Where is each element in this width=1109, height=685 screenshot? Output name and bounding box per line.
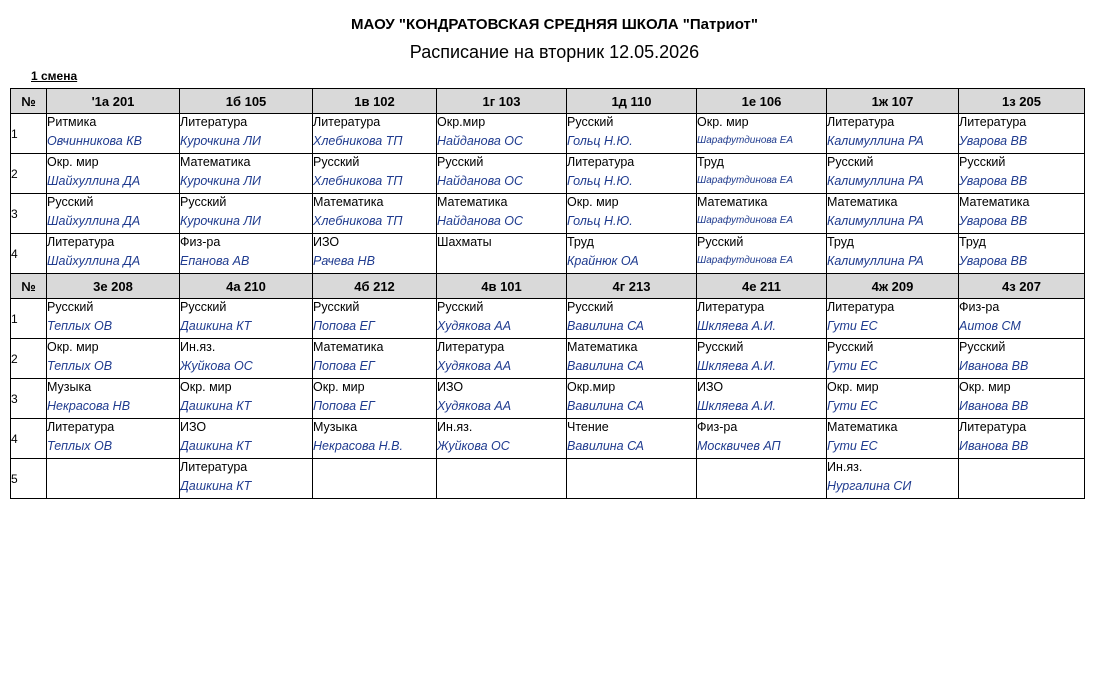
subject-name: ИЗО: [313, 235, 340, 249]
teacher-name: Гути ЕС: [827, 359, 878, 373]
subject-name: Математика: [697, 195, 768, 209]
lesson-cell: [567, 154, 697, 194]
subject-name: Литература: [567, 155, 635, 169]
teacher-name: Шарафутдинова ЕА: [697, 215, 794, 226]
school-name: МАОУ "КОНДРАТОВСКАЯ СРЕДНЯЯ ШКОЛА "Патриот": [351, 16, 758, 33]
teacher-name: Хлебникова ТП: [313, 214, 403, 228]
subject-name: ИЗО: [697, 380, 724, 394]
subject-name: Русский: [959, 340, 1006, 354]
lesson-cell: [827, 194, 959, 234]
lesson-cell: [827, 459, 959, 499]
lesson-number-header: №: [11, 274, 47, 299]
lesson-cell: [437, 299, 567, 339]
subject-name: Окр. мир: [567, 195, 619, 209]
teacher-name: Аитов СМ: [959, 319, 1021, 333]
subject-name: Русский: [313, 155, 360, 169]
teacher-name: Нургалина СИ: [827, 479, 912, 493]
subject-name: ИЗО: [437, 380, 464, 394]
subject-name: Окр.мир: [437, 115, 486, 129]
subject-name: Окр. мир: [180, 380, 232, 394]
subject-name: Русский: [180, 195, 227, 209]
teacher-name: Курочкина ЛИ: [180, 134, 261, 148]
subject-name: Математика: [313, 340, 384, 354]
lesson-cell: [313, 419, 437, 459]
lesson-cell: [827, 339, 959, 379]
lesson-cell: [313, 154, 437, 194]
subject-name: Математика: [313, 195, 384, 209]
lesson-cell: [180, 339, 313, 379]
teacher-name: Уварова ВВ: [959, 134, 1028, 148]
subject-name: Литература: [827, 300, 895, 314]
lesson-cell: [437, 234, 567, 274]
class-header: 1з 205: [959, 89, 1085, 114]
class-header: 1б 105: [180, 89, 313, 114]
subject-name: Русский: [827, 155, 874, 169]
lesson-cell: [959, 114, 1085, 154]
subject-name: Математика: [180, 155, 251, 169]
subject-name: Труд: [567, 235, 594, 249]
teacher-name: Худякова АА: [437, 399, 512, 413]
teacher-name: Гольц Н.Ю.: [567, 214, 633, 228]
lesson-cell: [313, 459, 437, 499]
subject-name: Русский: [437, 155, 484, 169]
lesson-cell: [567, 299, 697, 339]
teacher-name: Найданова ОС: [437, 134, 524, 148]
lesson-cell: [180, 459, 313, 499]
class-header: 4ж 209: [827, 274, 959, 299]
teacher-name: Епанова АВ: [180, 254, 250, 268]
teacher-name: Овчинникова КВ: [47, 134, 142, 148]
class-header: 4б 212: [313, 274, 437, 299]
subject-name: Русский: [697, 340, 744, 354]
lesson-cell: [47, 419, 180, 459]
subject-name: Труд: [827, 235, 854, 249]
lesson-number: 1: [11, 299, 47, 339]
subject-name: Музыка: [47, 380, 92, 394]
lesson-cell: [827, 299, 959, 339]
subject-name: ИЗО: [180, 420, 207, 434]
lesson-cell: [959, 234, 1085, 274]
lesson-cell: [959, 194, 1085, 234]
teacher-name: Найданова ОС: [437, 174, 524, 188]
teacher-name: Теплых ОВ: [47, 439, 113, 453]
lesson-cell: [437, 194, 567, 234]
subject-name: Труд: [959, 235, 986, 249]
teacher-name: Гути ЕС: [827, 399, 878, 413]
schedule-title: Расписание на вторник 12.05.2026: [409, 42, 700, 62]
lesson-cell: [567, 419, 697, 459]
lesson-row: [11, 114, 1085, 154]
subject-name: Русский: [47, 195, 94, 209]
lesson-cell: [313, 234, 437, 274]
subject-name: Ритмика: [47, 115, 97, 129]
teacher-name: Дашкина КТ: [180, 399, 252, 413]
subject-name: Русский: [180, 300, 227, 314]
class-header: '1а 201: [47, 89, 180, 114]
subject-name: Окр. мир: [47, 340, 99, 354]
teacher-name: Москвичев АП: [697, 439, 781, 453]
teacher-name: Попова ЕГ: [313, 399, 375, 413]
lesson-cell: [437, 154, 567, 194]
subject-name: Окр. мир: [313, 380, 365, 394]
class-header: 4а 210: [180, 274, 313, 299]
lesson-number: 3: [11, 194, 47, 234]
subject-name: Литература: [959, 420, 1027, 434]
subject-name: Физ-ра: [697, 420, 738, 434]
subject-name: Ин.яз.: [437, 420, 473, 434]
lesson-cell: [180, 154, 313, 194]
schedule-table: [10, 88, 1085, 499]
subject-name: Окр.мир: [567, 380, 616, 394]
class-header: 4е 211: [697, 274, 827, 299]
subject-name: Музыка: [313, 420, 358, 434]
subject-name: Литература: [313, 115, 381, 129]
subject-name: Труд: [697, 155, 724, 169]
subject-name: Литература: [437, 340, 505, 354]
subject-name: Литература: [180, 460, 248, 474]
lesson-number: 1: [11, 114, 47, 154]
teacher-name: Шайхуллина ДА: [47, 174, 141, 188]
teacher-name: Вавилина СА: [567, 399, 645, 413]
teacher-name: Вавилина СА: [567, 359, 645, 373]
lesson-row: [11, 154, 1085, 194]
teacher-name: Иванова ВВ: [959, 399, 1029, 413]
teacher-name: Вавилина СА: [567, 319, 645, 333]
lesson-row: [11, 299, 1085, 339]
lesson-row: [11, 379, 1085, 419]
teacher-name: Дашкина КТ: [180, 439, 252, 453]
lesson-cell: [827, 114, 959, 154]
lesson-cell: [313, 114, 437, 154]
lesson-cell: [959, 379, 1085, 419]
lesson-cell: [827, 379, 959, 419]
class-header: 1ж 107: [827, 89, 959, 114]
lesson-cell: [180, 379, 313, 419]
teacher-name: Жуйкова ОС: [180, 359, 253, 373]
lesson-cell: [437, 379, 567, 419]
subject-name: Физ-ра: [959, 300, 1000, 314]
teacher-name: Шарафутдинова ЕА: [697, 255, 794, 266]
lesson-cell: [959, 459, 1085, 499]
shift-label: 1 смена: [31, 69, 78, 83]
lesson-cell: [437, 339, 567, 379]
class-header: 1г 103: [437, 89, 567, 114]
class-header: 4з 207: [959, 274, 1085, 299]
subject-name: Окр. мир: [47, 155, 99, 169]
subject-name: Русский: [313, 300, 360, 314]
lesson-cell: [567, 234, 697, 274]
lesson-cell: [697, 114, 827, 154]
teacher-name: Вавилина СА: [567, 439, 645, 453]
lesson-cell: [567, 339, 697, 379]
teacher-name: Иванова ВВ: [959, 439, 1029, 453]
class-header-row: [11, 89, 1085, 114]
teacher-name: Шарафутдинова ЕА: [697, 175, 794, 186]
lesson-cell: [180, 194, 313, 234]
lesson-cell: [180, 299, 313, 339]
lesson-cell: [180, 419, 313, 459]
teacher-name: Худякова АА: [437, 319, 512, 333]
teacher-name: Крайнюк ОА: [567, 254, 639, 268]
lesson-number: 2: [11, 339, 47, 379]
subject-name: Чтение: [567, 420, 609, 434]
subject-name: Литература: [959, 115, 1027, 129]
teacher-name: Гольц Н.Ю.: [567, 134, 633, 148]
lesson-cell: [697, 299, 827, 339]
subject-name: Окр. мир: [697, 115, 749, 129]
lesson-number: 5: [11, 459, 47, 499]
teacher-name: Рачева НВ: [313, 254, 375, 268]
teacher-name: Калимуллина РА: [827, 214, 924, 228]
class-header: 3е 208: [47, 274, 180, 299]
subject-name: Окр. мир: [827, 380, 879, 394]
lesson-cell: [567, 114, 697, 154]
lesson-cell: [567, 459, 697, 499]
teacher-name: Уварова ВВ: [959, 214, 1028, 228]
teacher-name: Худякова АА: [437, 359, 512, 373]
subject-name: Математика: [959, 195, 1030, 209]
teacher-name: Гольц Н.Ю.: [567, 174, 633, 188]
lesson-cell: [827, 234, 959, 274]
teacher-name: Теплых ОВ: [47, 319, 113, 333]
lesson-cell: [180, 114, 313, 154]
lesson-cell: [313, 299, 437, 339]
lesson-cell: [180, 234, 313, 274]
lesson-row: [11, 419, 1085, 459]
subject-name: Ин.яз.: [827, 460, 863, 474]
lesson-cell: [827, 154, 959, 194]
lesson-cell: [959, 339, 1085, 379]
lesson-cell: [697, 154, 827, 194]
teacher-name: Шкляева А.И.: [697, 399, 776, 413]
lesson-cell: [959, 299, 1085, 339]
lesson-cell: [437, 459, 567, 499]
lesson-cell: [697, 234, 827, 274]
subject-name: Математика: [437, 195, 508, 209]
teacher-name: Дашкина КТ: [180, 319, 252, 333]
subject-name: Литература: [47, 235, 115, 249]
subject-name: Русский: [959, 155, 1006, 169]
lesson-cell: [827, 419, 959, 459]
class-header-row: [11, 274, 1085, 299]
lesson-cell: [437, 114, 567, 154]
teacher-name: Шкляева А.И.: [697, 319, 776, 333]
teacher-name: Хлебникова ТП: [313, 134, 403, 148]
teacher-name: Теплых ОВ: [47, 359, 113, 373]
lesson-cell: [47, 234, 180, 274]
subject-name: Русский: [437, 300, 484, 314]
teacher-name: Калимуллина РА: [827, 254, 924, 268]
teacher-name: Калимуллина РА: [827, 134, 924, 148]
teacher-name: Гути ЕС: [827, 439, 878, 453]
lesson-cell: [437, 419, 567, 459]
lesson-cell: [959, 154, 1085, 194]
lesson-cell: [959, 419, 1085, 459]
subject-name: Математика: [827, 195, 898, 209]
teacher-name: Курочкина ЛИ: [180, 174, 261, 188]
teacher-name: Найданова ОС: [437, 214, 524, 228]
lesson-cell: [697, 459, 827, 499]
teacher-name: Уварова ВВ: [959, 174, 1028, 188]
lesson-cell: [697, 339, 827, 379]
lesson-cell: [47, 459, 180, 499]
lesson-cell: [567, 194, 697, 234]
subject-name: Шахматы: [437, 235, 492, 249]
lesson-cell: [47, 114, 180, 154]
teacher-name: Попова ЕГ: [313, 319, 375, 333]
lesson-cell: [47, 379, 180, 419]
lesson-number: 4: [11, 234, 47, 274]
teacher-name: Некрасова НВ: [47, 399, 131, 413]
subject-name: Ин.яз.: [180, 340, 216, 354]
lesson-row: [11, 459, 1085, 499]
lesson-row: [11, 339, 1085, 379]
class-header: 1е 106: [697, 89, 827, 114]
subject-name: Русский: [567, 300, 614, 314]
teacher-name: Жуйкова ОС: [437, 439, 510, 453]
teacher-name: Хлебникова ТП: [313, 174, 403, 188]
class-header: 1в 102: [313, 89, 437, 114]
lesson-cell: [313, 194, 437, 234]
subject-name: Литература: [827, 115, 895, 129]
class-header: 1д 110: [567, 89, 697, 114]
teacher-name: Гути ЕС: [827, 319, 878, 333]
subject-name: Русский: [567, 115, 614, 129]
subject-name: Математика: [827, 420, 898, 434]
lesson-row: [11, 194, 1085, 234]
lesson-number: 4: [11, 419, 47, 459]
teacher-name: Дашкина КТ: [180, 479, 252, 493]
teacher-name: Уварова ВВ: [959, 254, 1028, 268]
lesson-number-header: №: [11, 89, 47, 114]
class-header: 4в 101: [437, 274, 567, 299]
teacher-name: Некрасова Н.В.: [313, 439, 403, 453]
lesson-cell: [697, 379, 827, 419]
teacher-name: Попова ЕГ: [313, 359, 375, 373]
lesson-cell: [313, 379, 437, 419]
lesson-number: 2: [11, 154, 47, 194]
teacher-name: Калимуллина РА: [827, 174, 924, 188]
subject-name: Русский: [697, 235, 744, 249]
subject-name: Литература: [47, 420, 115, 434]
lesson-cell: [697, 194, 827, 234]
teacher-name: Курочкина ЛИ: [180, 214, 261, 228]
teacher-name: Шайхуллина ДА: [47, 254, 141, 268]
teacher-name: Шайхуллина ДА: [47, 214, 141, 228]
lesson-number: 3: [11, 379, 47, 419]
lesson-row: [11, 234, 1085, 274]
lesson-cell: [567, 379, 697, 419]
subject-name: Литература: [180, 115, 248, 129]
teacher-name: Иванова ВВ: [959, 359, 1029, 373]
subject-name: Физ-ра: [180, 235, 221, 249]
subject-name: Русский: [47, 300, 94, 314]
subject-name: Литература: [697, 300, 765, 314]
subject-name: Математика: [567, 340, 638, 354]
teacher-name: Шкляева А.И.: [697, 359, 776, 373]
lesson-cell: [697, 419, 827, 459]
class-header: 4г 213: [567, 274, 697, 299]
lesson-cell: [47, 154, 180, 194]
lesson-cell: [47, 299, 180, 339]
subject-name: Русский: [827, 340, 874, 354]
subject-name: Окр. мир: [959, 380, 1011, 394]
teacher-name: Шарафутдинова ЕА: [697, 135, 794, 146]
lesson-cell: [47, 339, 180, 379]
lesson-cell: [313, 339, 437, 379]
lesson-cell: [47, 194, 180, 234]
